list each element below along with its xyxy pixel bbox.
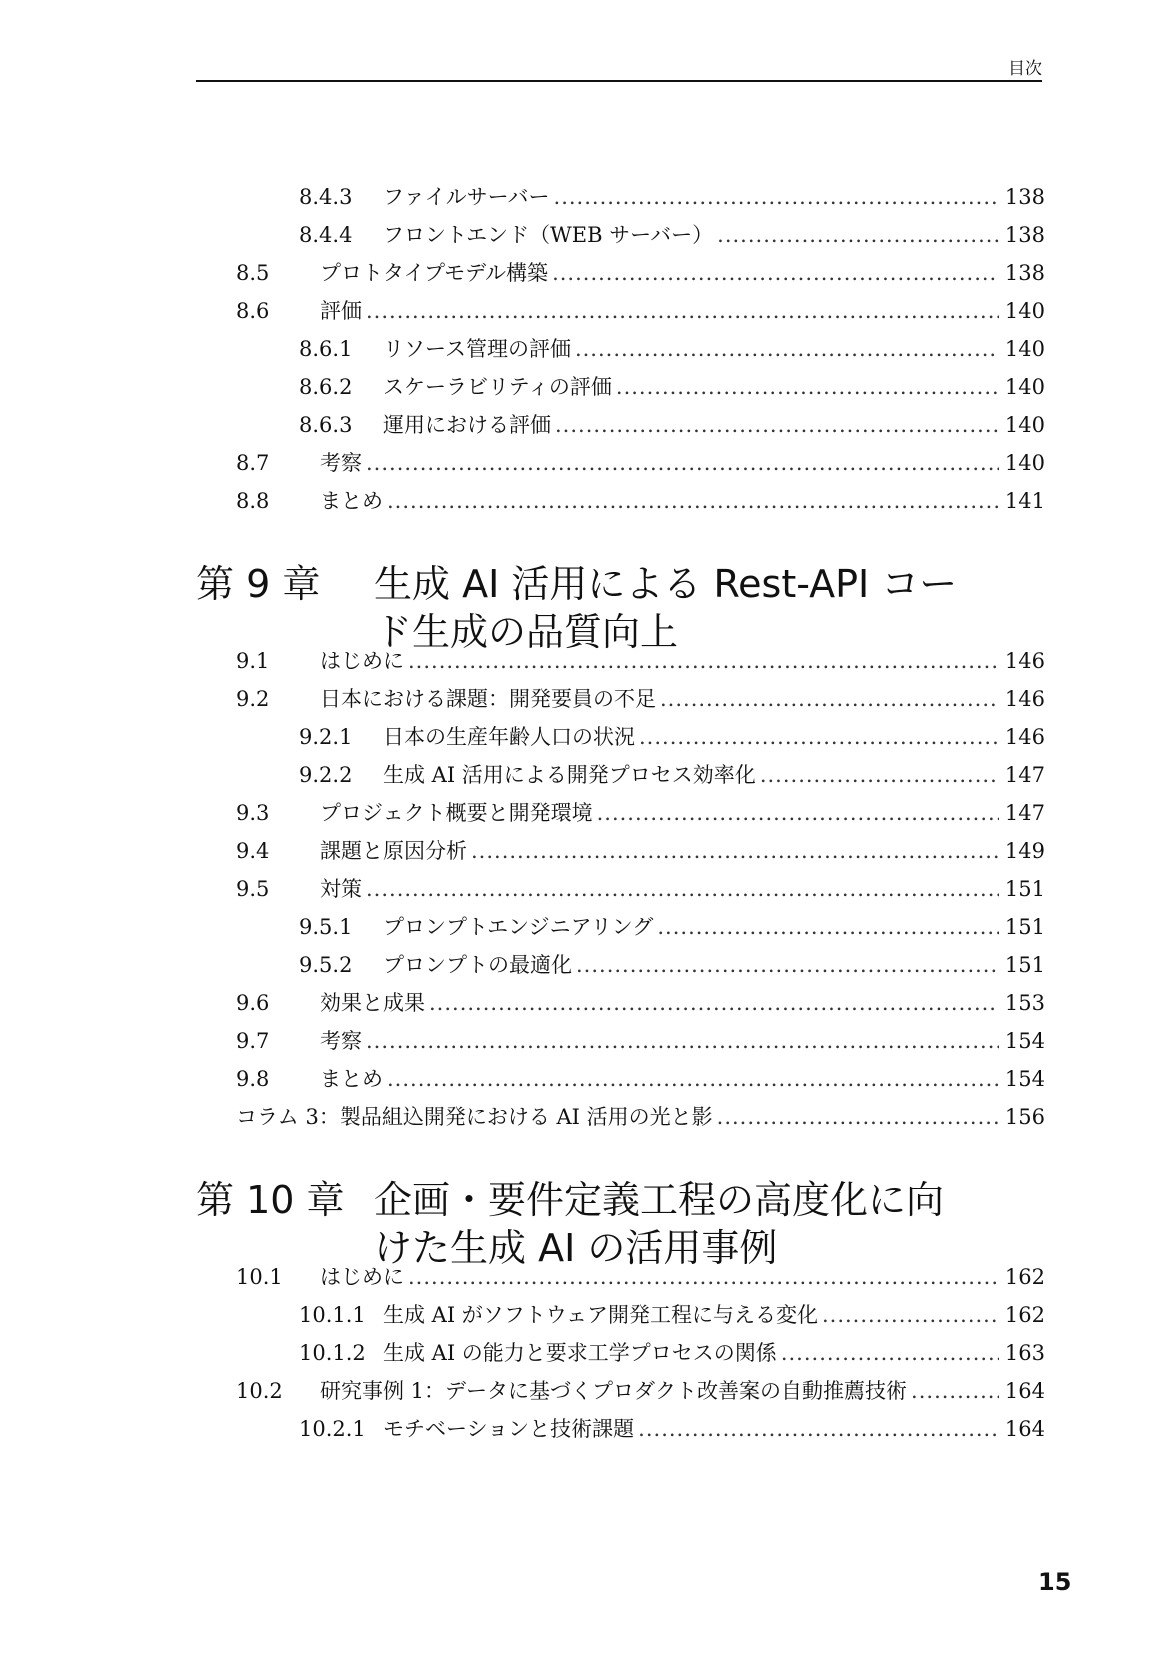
section-number: 9.2.2 [299, 763, 353, 787]
section-number: 10.1.2 [299, 1341, 366, 1365]
toc-entry[interactable] [299, 334, 1045, 364]
page-ref: 151 [1004, 877, 1045, 901]
column-title: コラム 3：製品組込開発における AI 活用の光と影 [236, 1105, 713, 1129]
toc-entry[interactable] [236, 646, 1045, 676]
section-number: 10.1.1 [299, 1303, 366, 1327]
toc-entry-column[interactable] [236, 1102, 1045, 1132]
section-title: 生成 AI の能力と要求工学プロセスの関係 [383, 1341, 777, 1365]
section-title: モチベーションと技術課題 [383, 1417, 635, 1441]
page-ref: 162 [1004, 1265, 1045, 1289]
dot-leader [717, 1102, 999, 1132]
section-title: プロンプトの最適化 [383, 953, 572, 977]
toc-entry[interactable] [236, 874, 1045, 904]
section-number: 9.5.1 [299, 915, 353, 939]
section-title: 日本の生産年齢人口の状況 [383, 725, 635, 749]
dot-leader [576, 950, 999, 980]
toc-entry[interactable] [299, 182, 1045, 212]
page-ref: 151 [1004, 915, 1045, 939]
section-title: 評価 [320, 299, 362, 323]
toc-entry[interactable] [236, 296, 1045, 326]
section-title: フロントエンド（WEB サーバー） [383, 223, 714, 247]
dot-leader [760, 760, 999, 790]
section-number: 9.2.1 [299, 725, 353, 749]
toc-entry[interactable] [236, 258, 1045, 288]
page-ref: 140 [1004, 299, 1045, 323]
toc-entry[interactable] [236, 836, 1045, 866]
toc-entry[interactable] [236, 1064, 1045, 1094]
section-title: 効果と成果 [320, 991, 425, 1015]
page-ref: 138 [1004, 185, 1045, 209]
section-title: ファイルサーバー [383, 185, 550, 209]
section-number: 9.6 [236, 991, 270, 1015]
toc-entry[interactable] [299, 760, 1045, 790]
page-ref: 164 [1004, 1417, 1045, 1441]
section-title: プロトタイプモデル構築 [320, 261, 549, 285]
chapter-title: 生成 AI 活用による Rest-API コード生成の品質向上 [374, 562, 958, 654]
section-number: 10.2 [236, 1379, 283, 1403]
toc-entry[interactable] [299, 1338, 1045, 1368]
dot-leader [554, 182, 999, 212]
page-ref: 154 [1004, 1029, 1045, 1053]
section-number: 8.5 [236, 261, 270, 285]
page-ref: 149 [1004, 839, 1045, 863]
section-number: 10.2.1 [299, 1417, 366, 1441]
toc-entry[interactable] [299, 372, 1045, 402]
section-number: 9.1 [236, 649, 270, 673]
dot-leader [408, 1262, 999, 1292]
section-number: 8.6 [236, 299, 270, 323]
dot-leader [657, 912, 999, 942]
section-title: はじめに [320, 649, 404, 673]
dot-leader [660, 684, 999, 714]
dot-leader [387, 1064, 999, 1094]
toc-entry[interactable] [236, 1262, 1045, 1292]
dot-leader [408, 646, 999, 676]
page-ref: 154 [1004, 1067, 1045, 1091]
dot-leader [552, 258, 999, 288]
section-title: 運用における評価 [383, 413, 551, 437]
page-ref: 140 [1004, 451, 1045, 475]
page-number: 15 [1038, 1568, 1072, 1596]
toc-entry[interactable] [236, 684, 1045, 714]
page-ref: 140 [1004, 375, 1045, 399]
toc-entry[interactable] [299, 1300, 1045, 1330]
toc-entry[interactable] [299, 1414, 1045, 1444]
running-head [196, 52, 1042, 82]
dot-leader [911, 1376, 999, 1406]
page-ref: 146 [1004, 649, 1045, 673]
page-ref: 153 [1004, 991, 1045, 1015]
dot-leader [555, 410, 999, 440]
chapter-number: 第 9 章 [196, 562, 321, 606]
toc-entry[interactable] [236, 798, 1045, 828]
section-title: スケーラビリティの評価 [383, 375, 612, 399]
chapter-number: 第 10 章 [196, 1178, 345, 1222]
dot-leader [366, 1026, 999, 1056]
section-number: 8.7 [236, 451, 270, 475]
page-ref: 138 [1004, 223, 1045, 247]
section-number: 8.6.2 [299, 375, 353, 399]
dot-leader [387, 486, 999, 516]
section-title: 考察 [320, 451, 362, 475]
page-ref: 147 [1004, 801, 1045, 825]
section-title: 研究事例 1：データに基づくプロダクト改善案の自動推薦技術 [320, 1379, 908, 1403]
page-ref: 147 [1004, 763, 1045, 787]
toc-entry[interactable] [236, 486, 1045, 516]
section-number: 9.2 [236, 687, 270, 711]
section-title: プロンプトエンジニアリング [383, 915, 654, 939]
dot-leader [366, 874, 999, 904]
dot-leader [471, 836, 999, 866]
section-number: 8.8 [236, 489, 270, 513]
section-number: 9.8 [236, 1067, 270, 1091]
dot-leader [639, 722, 999, 752]
page-ref: 163 [1004, 1341, 1045, 1365]
section-title: はじめに [320, 1265, 404, 1289]
toc-entry[interactable] [236, 1376, 1045, 1406]
section-number: 8.4.3 [299, 185, 353, 209]
dot-leader [616, 372, 999, 402]
page-ref: 151 [1004, 953, 1045, 977]
section-title: 課題と原因分析 [320, 839, 467, 863]
toc-entry[interactable] [236, 988, 1045, 1018]
section-number: 8.6.1 [299, 337, 353, 361]
page-ref: 156 [1004, 1105, 1045, 1129]
running-head-label: 目次 [1008, 59, 1042, 79]
page-ref: 164 [1004, 1379, 1045, 1403]
section-title: まとめ [320, 1067, 383, 1091]
section-number: 9.5 [236, 877, 270, 901]
dot-leader [366, 296, 999, 326]
section-title: 生成 AI 活用による開発プロセス効率化 [383, 763, 756, 787]
page-ref: 141 [1004, 489, 1045, 513]
section-title: 考察 [320, 1029, 362, 1053]
dot-leader [597, 798, 999, 828]
toc-entry[interactable] [236, 1026, 1045, 1056]
dot-leader [717, 220, 999, 250]
toc-entry[interactable] [299, 410, 1045, 440]
page-ref: 138 [1004, 261, 1045, 285]
dot-leader [781, 1338, 999, 1368]
section-number: 8.4.4 [299, 223, 353, 247]
section-number: 9.5.2 [299, 953, 353, 977]
toc-entry[interactable] [299, 220, 1045, 250]
section-title: リソース管理の評価 [383, 337, 571, 361]
dot-leader [366, 448, 999, 478]
page-ref: 140 [1004, 413, 1045, 437]
dot-leader [638, 1414, 999, 1444]
toc-entry[interactable] [236, 448, 1045, 478]
dot-leader [429, 988, 999, 1018]
section-title: まとめ [320, 489, 383, 513]
section-number: 8.6.3 [299, 413, 353, 437]
section-number: 9.7 [236, 1029, 270, 1053]
page-ref: 146 [1004, 725, 1045, 749]
section-title: 対策 [320, 877, 362, 901]
dot-leader [575, 334, 999, 364]
page-ref: 162 [1004, 1303, 1045, 1327]
section-number: 9.4 [236, 839, 270, 863]
section-number: 9.3 [236, 801, 270, 825]
toc-entry[interactable] [299, 950, 1045, 980]
section-number: 10.1 [236, 1265, 283, 1289]
toc-entry[interactable] [299, 722, 1045, 752]
section-title: 生成 AI がソフトウェア開発工程に与える変化 [383, 1303, 818, 1327]
toc-entry[interactable] [299, 912, 1045, 942]
page-ref: 140 [1004, 337, 1045, 361]
section-title: プロジェクト概要と開発環境 [320, 801, 593, 825]
page-ref: 146 [1004, 687, 1045, 711]
chapter-title: 企画・要件定義工程の高度化に向けた生成 AI の活用事例 [374, 1178, 945, 1270]
dot-leader [822, 1300, 999, 1330]
section-title: 日本における課題：開発要員の不足 [320, 687, 656, 711]
